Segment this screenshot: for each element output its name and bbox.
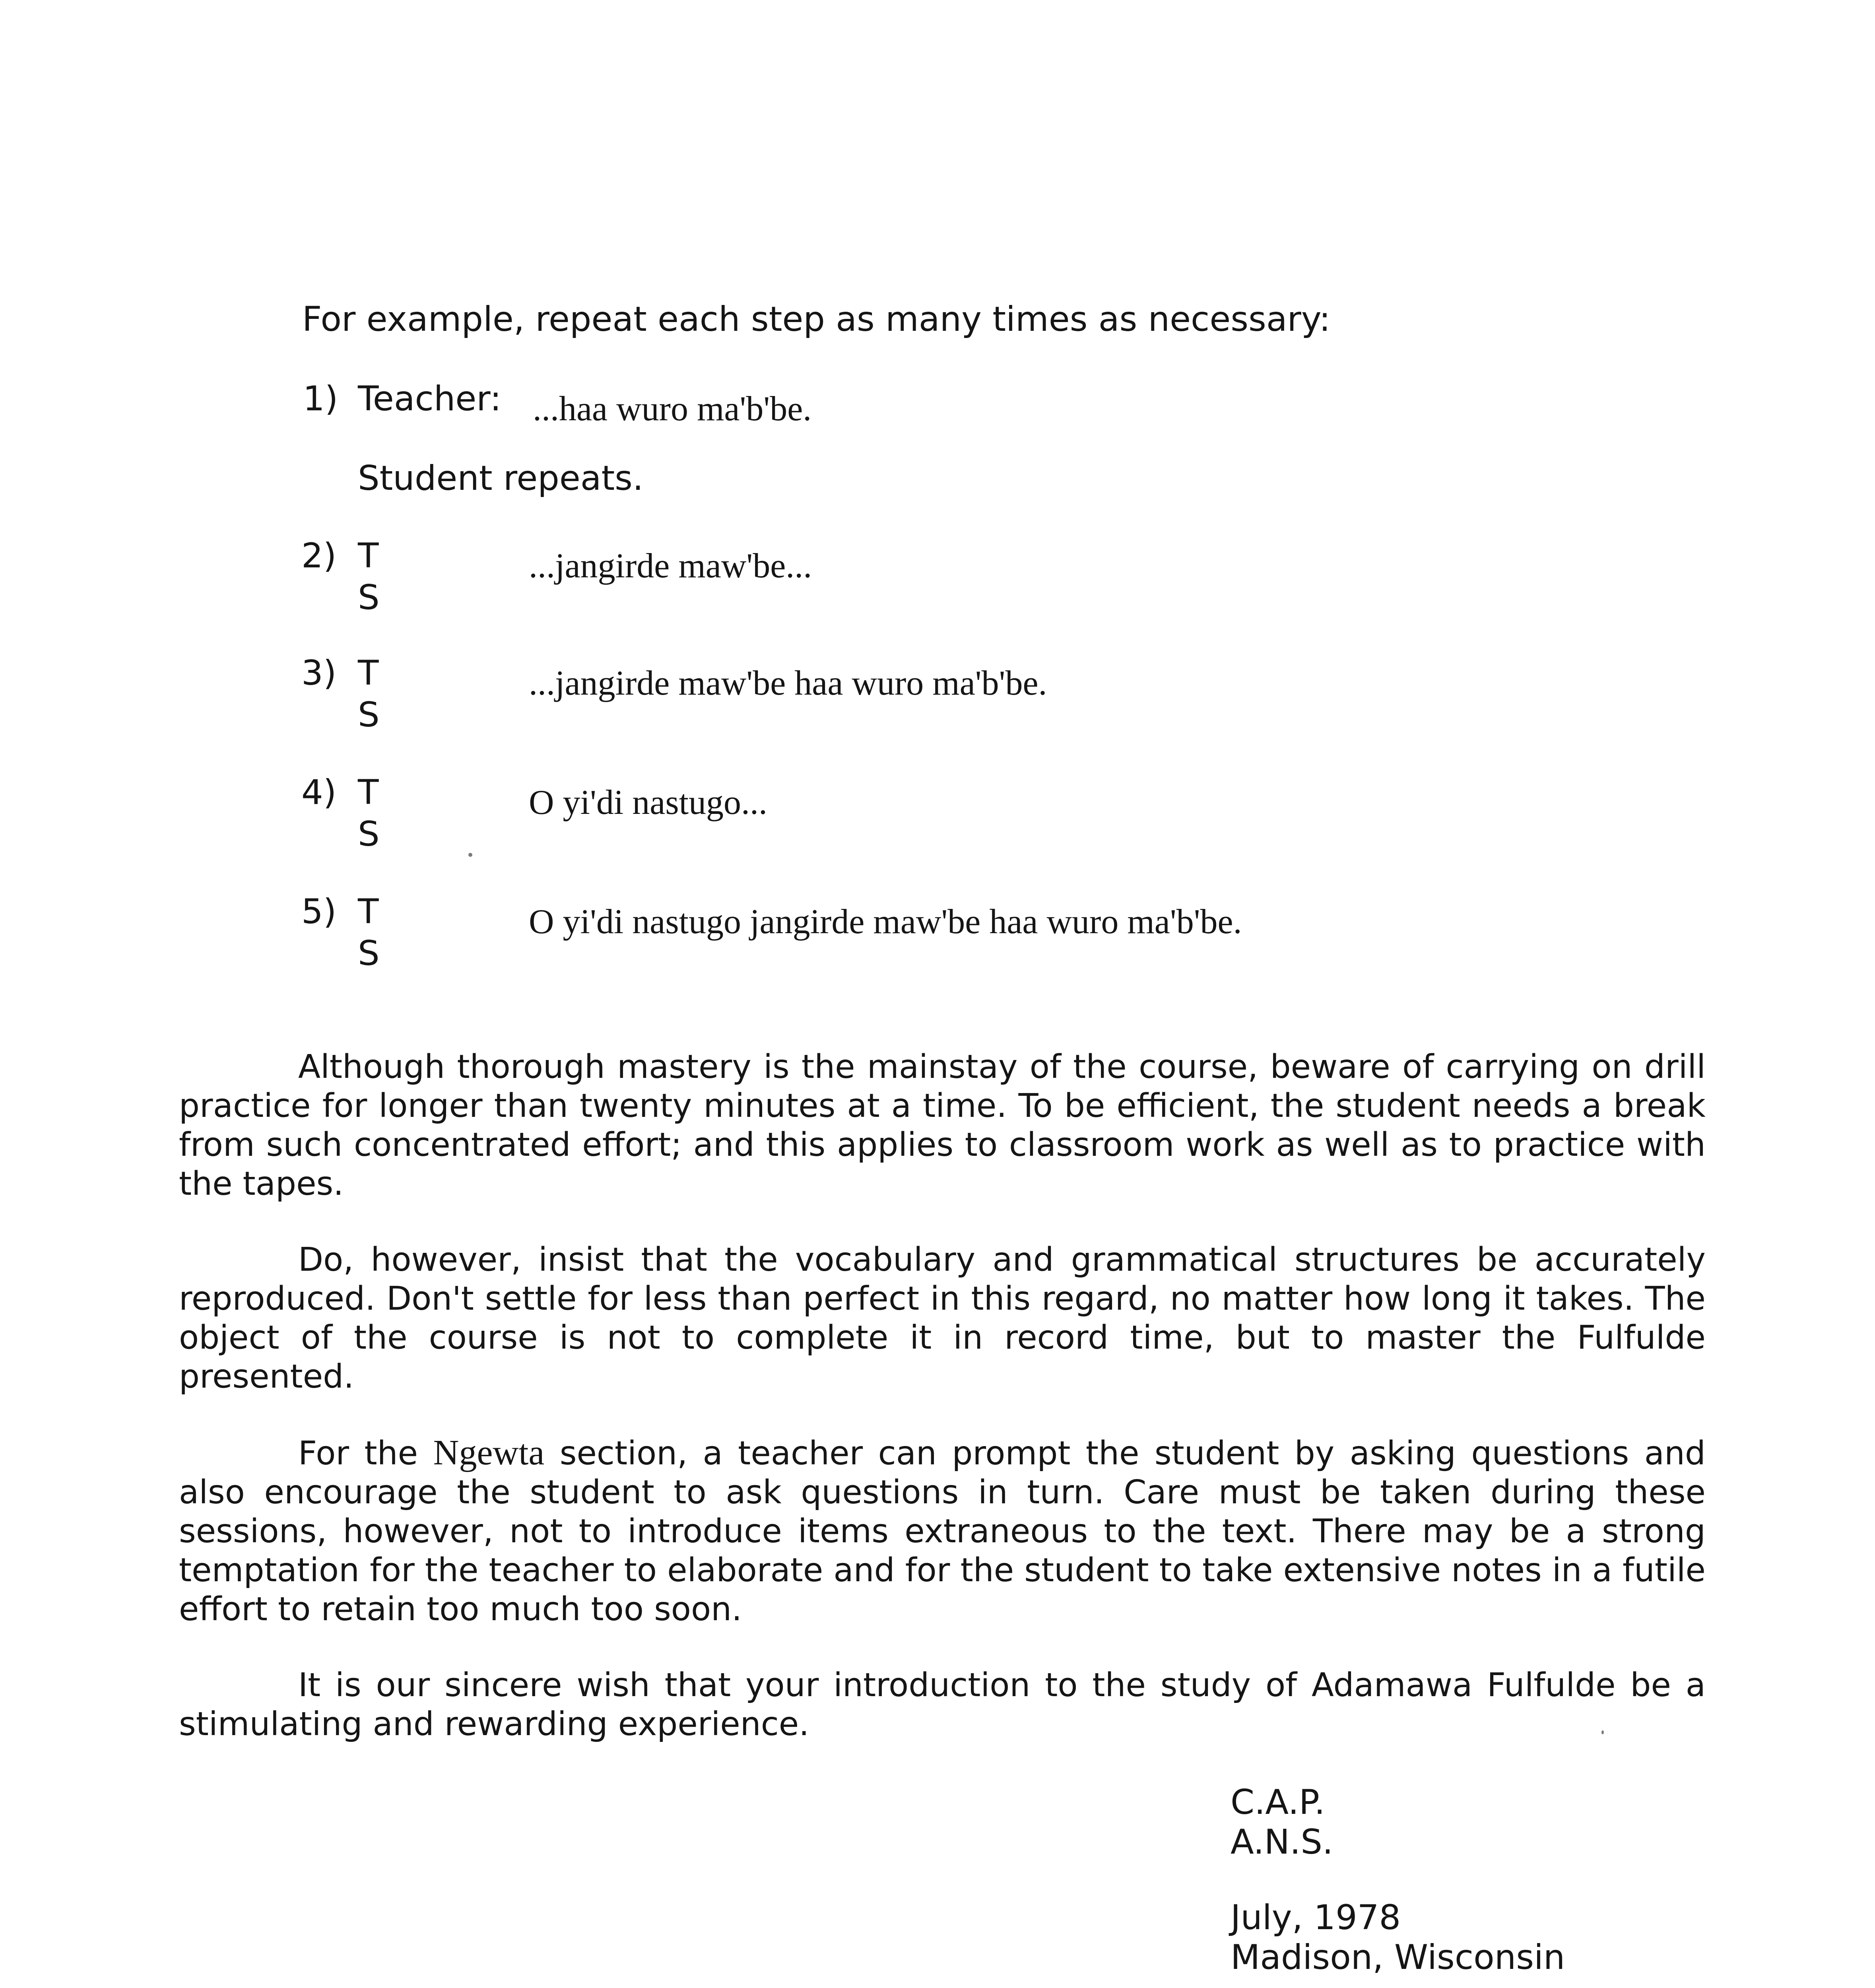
ngewta-term: Ngewta (433, 1433, 545, 1472)
step-number: 4) (301, 773, 337, 812)
student-marker: S (358, 814, 380, 854)
paragraph-drill-practice: Although thorough mastery is the mainstay of the course, beware of carrying on drill practice for longer than twenty minutes at a time. To be efficient, the student needs a break from such concentrated effort; and this applies to classroom work as well as to practice with the tapes. (179, 1048, 1706, 1203)
fulfulde-phrase: O yi'di nastugo... (529, 783, 768, 822)
scan-speck (468, 853, 472, 857)
teacher-marker: T (358, 536, 379, 576)
step-number: 5) (301, 892, 337, 932)
fulfulde-phrase: ...jangirde maw'be haa wuro ma'b'be. (529, 664, 1047, 703)
teacher-marker: T (358, 892, 379, 932)
fulfulde-phrase: ...jangirde maw'be... (529, 547, 812, 585)
teacher-marker: T (358, 653, 379, 693)
teacher-label: Teacher: (358, 379, 502, 419)
student-marker: S (358, 578, 380, 617)
step-number: 3) (301, 653, 337, 693)
scan-speck (1601, 1730, 1604, 1734)
fulfulde-phrase: ...haa wuro ma'b'be. (533, 390, 812, 428)
step-number: 2) (301, 536, 337, 576)
paragraph-closing-wish: It is our sincere wish that your introduction to the study of Adamawa Fulfulde be a stimulating and rewarding experience. (179, 1666, 1706, 1743)
ngewta-lead-text: For the (298, 1435, 418, 1472)
step-number: 1) (303, 379, 338, 419)
student-marker: S (358, 695, 380, 735)
intro-line: For example, repeat each step as many times as necessary: (302, 299, 1331, 339)
paragraph-accuracy: Do, however, insist that the vocabulary and grammatical structures be accurately reproduced. Don't settle for less than perfect in this regard, no matter how long it takes. The object of the course is not to complete it in record time, but to master the Fulfulde presented. (179, 1241, 1706, 1396)
signature-place: Madison, Wisconsin (1231, 1938, 1565, 1977)
ngewta-body-text: section, a teacher can prompt the student by asking questions and also encourage the student to ask questions in turn. Care must be taken during these sessions, however, not to introduce items extraneous to the text. There may be a strong temptation for the teacher to elaborate and for the student to take extensive notes in a futile effort to retain too much too soon. (179, 1435, 1706, 1628)
paragraph-ngewta (179, 1433, 1706, 1629)
teacher-marker: T (358, 773, 379, 812)
author-initials-2: A.N.S. (1231, 1822, 1333, 1862)
student-marker: S (358, 934, 380, 973)
signature-date: July, 1978 (1231, 1898, 1401, 1938)
author-initials-1: C.A.P. (1231, 1782, 1325, 1822)
student-line: Student repeats. (358, 458, 644, 498)
fulfulde-phrase: O yi'di nastugo jangirde maw'be haa wuro ma'b'be. (529, 903, 1242, 941)
